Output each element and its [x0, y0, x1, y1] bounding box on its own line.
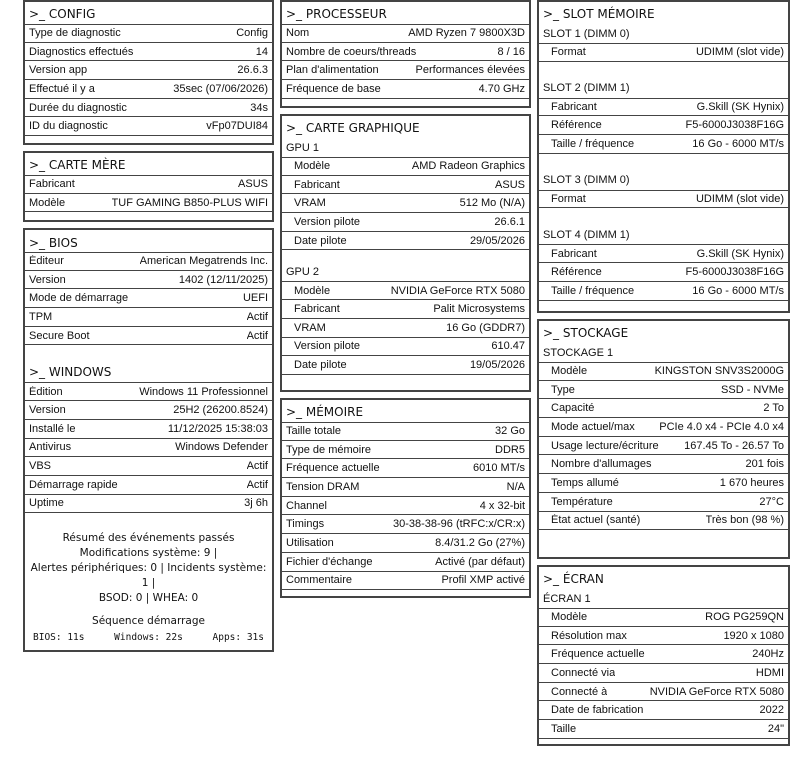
rows — [25, 252, 272, 345]
info-row — [539, 455, 788, 474]
row-value: 16 Go (GDDR7) — [446, 321, 525, 334]
row-value: Profil XMP activé — [441, 574, 525, 587]
cpu-panel — [280, 0, 531, 108]
events-line: BSOD: 0 | WHEA: 0 — [98, 592, 199, 605]
row-value: 35sec (07/06/2026) — [173, 82, 268, 95]
info-row — [282, 497, 529, 516]
row-value: ASUS — [238, 178, 268, 191]
row-value: 30-38-38-96 (tRFC:x/CR:x) — [392, 518, 525, 531]
row-label: Uptime — [29, 497, 64, 510]
info-row — [539, 362, 788, 381]
info-row — [539, 244, 788, 263]
memory-slots-panel — [537, 0, 790, 313]
info-row — [539, 418, 788, 437]
events-line: Modifications système: 9 | — [79, 547, 218, 560]
info-row — [539, 645, 788, 664]
info-row — [539, 512, 788, 531]
screen1-label: ÉCRAN 1 — [543, 592, 591, 605]
info-row — [539, 720, 788, 739]
spacer — [539, 62, 788, 79]
info-row — [539, 116, 788, 135]
row-label: Mode actuel/max — [551, 420, 635, 433]
motherboard-panel — [23, 151, 274, 222]
row-value: Windows 11 Professionnel — [139, 385, 268, 398]
gpu-panel — [280, 114, 531, 392]
row-value: 8 / 16 — [497, 45, 525, 58]
boot-sequence-title: Séquence démarrage — [92, 615, 205, 628]
rows — [282, 157, 529, 250]
row-label: Démarrage rapide — [29, 478, 118, 491]
row-value: 4 x 32-bit — [479, 499, 525, 512]
rows — [282, 422, 529, 590]
row-label: Format — [551, 46, 586, 59]
row-label: Durée du diagnostic — [29, 101, 127, 114]
info-row — [282, 194, 529, 213]
row-label: Fabricant — [551, 247, 597, 260]
info-row — [539, 135, 788, 154]
row-value: 19/05/2026 — [469, 359, 525, 372]
boot-apps: Apps: 31s — [212, 632, 264, 644]
row-value: NVIDIA GeForce RTX 5080 — [390, 284, 525, 297]
rows — [539, 244, 788, 300]
row-label: Taille — [551, 722, 577, 735]
row-value: F5-6000J3038F16G — [685, 119, 784, 132]
row-value: 29/05/2026 — [469, 234, 525, 247]
row-value: Palit Microsystems — [433, 302, 525, 315]
info-row — [25, 382, 272, 401]
info-row — [282, 80, 529, 99]
info-row — [282, 422, 529, 441]
info-row — [282, 459, 529, 478]
info-row — [539, 263, 788, 282]
row-value: AMD Radeon Graphics — [411, 160, 525, 173]
rows — [25, 382, 272, 513]
row-value: 167.45 To - 26.57 To — [684, 439, 784, 452]
info-row — [539, 493, 788, 512]
row-label: Connecté à — [551, 685, 608, 698]
row-value: DDR5 — [495, 443, 525, 456]
row-value: 1402 (12/11/2025) — [178, 273, 268, 286]
row-value: 16 Go - 6000 MT/s — [692, 137, 784, 150]
slot3-label: SLOT 3 (DIMM 0) — [543, 174, 630, 187]
info-row — [25, 24, 272, 43]
info-row — [25, 457, 272, 476]
row-label: Nombre d'allumages — [551, 458, 652, 471]
row-label: Taille totale — [286, 425, 342, 438]
row-label: Date de fabrication — [551, 704, 644, 717]
row-label: Version — [29, 273, 66, 286]
info-row — [539, 399, 788, 418]
row-label: Résolution max — [551, 629, 627, 642]
info-row — [539, 664, 788, 683]
row-label: Date pilote — [294, 359, 347, 372]
info-row — [282, 319, 529, 338]
row-value: Config — [236, 27, 268, 40]
rows — [539, 608, 788, 739]
info-row — [25, 194, 272, 213]
info-row — [25, 43, 272, 62]
rows — [539, 362, 788, 530]
info-row — [25, 439, 272, 458]
row-label: VBS — [29, 460, 52, 473]
row-label: Nom — [286, 27, 310, 40]
row-label: Fréquence de base — [286, 82, 381, 95]
info-row — [282, 478, 529, 497]
gpu2-label: GPU 2 — [286, 265, 320, 278]
row-value: ROG PG259QN — [705, 611, 784, 624]
info-row — [282, 43, 529, 62]
row-value: Actif — [246, 478, 268, 491]
row-value: 240Hz — [752, 648, 784, 661]
spacer — [539, 208, 788, 225]
info-row — [539, 474, 788, 493]
row-label: Taille / fréquence — [551, 137, 635, 150]
row-value: UEFI — [242, 292, 268, 305]
info-row — [25, 420, 272, 439]
panel-title: >_ CARTE GRAPHIQUE — [286, 121, 420, 135]
row-label: Modèle — [551, 365, 588, 378]
row-value: Actif — [246, 329, 268, 342]
row-label: Fabricant — [294, 302, 340, 315]
info-row — [539, 190, 788, 209]
row-value: HDMI — [755, 666, 784, 679]
spacer — [27, 606, 270, 614]
row-label: Version pilote — [294, 340, 361, 353]
row-value: vFp07DUI84 — [206, 120, 268, 133]
info-row — [25, 252, 272, 271]
row-label: Timings — [286, 518, 325, 531]
info-row — [539, 282, 788, 301]
row-value: ASUS — [495, 178, 525, 191]
rows — [539, 190, 788, 209]
row-label: Version — [29, 403, 66, 416]
rows — [539, 43, 788, 62]
spacer — [539, 154, 788, 171]
info-row — [539, 437, 788, 456]
info-row — [539, 98, 788, 117]
info-row — [25, 289, 272, 308]
row-label: Utilisation — [286, 536, 334, 549]
spacer — [282, 250, 529, 262]
spacer — [25, 513, 272, 531]
row-label: TPM — [29, 310, 53, 323]
info-row — [282, 213, 529, 232]
row-value: G.Skill (SK Hynix) — [696, 101, 784, 114]
panel-title: >_ STOCKAGE — [543, 326, 629, 340]
row-label: État actuel (santé) — [551, 514, 641, 527]
info-row — [282, 24, 529, 43]
row-value: AMD Ryzen 7 9800X3D — [408, 27, 525, 40]
row-value: 27°C — [759, 495, 784, 508]
row-label: VRAM — [294, 321, 326, 334]
row-value: SSD - NVMe — [721, 383, 784, 396]
row-value: 201 fois — [745, 458, 784, 471]
info-row — [282, 232, 529, 251]
row-value: UDIMM (slot vide) — [695, 193, 784, 206]
row-value: 34s — [250, 101, 268, 114]
row-label: Type de diagnostic — [29, 27, 121, 40]
row-label: Éditeur — [29, 255, 64, 268]
info-row — [282, 515, 529, 534]
row-value: Activé (par défaut) — [435, 555, 525, 568]
row-value: 16 Go - 6000 MT/s — [692, 284, 784, 297]
row-label: Usage lecture/écriture — [551, 439, 659, 452]
row-value: Performances élevées — [415, 64, 525, 77]
row-value: 14 — [255, 45, 268, 58]
row-value: 11/12/2025 15:38:03 — [167, 422, 268, 435]
rows — [282, 24, 529, 99]
gpu1-label: GPU 1 — [286, 141, 320, 154]
events-title: Résumé des événements passés — [62, 532, 235, 545]
row-label: Commentaire — [286, 574, 353, 587]
boot-sequence — [25, 632, 272, 643]
row-value: Actif — [246, 310, 268, 323]
boot-bios: BIOS: 11s — [33, 632, 85, 644]
info-row — [539, 608, 788, 627]
panel-title: >_ WINDOWS — [29, 365, 112, 380]
row-label: Fichier d'échange — [286, 555, 373, 568]
row-value: 610.47 — [491, 340, 525, 353]
info-row — [282, 338, 529, 357]
row-label: Capacité — [551, 402, 595, 415]
info-row — [25, 401, 272, 420]
rows — [25, 175, 272, 212]
row-label: Channel — [286, 499, 327, 512]
config-panel — [23, 0, 274, 145]
row-value: UDIMM (slot vide) — [695, 46, 784, 59]
row-label: Tension DRAM — [286, 480, 360, 493]
row-label: Effectué il y a — [29, 82, 95, 95]
row-label: Format — [551, 193, 586, 206]
row-label: Fabricant — [551, 101, 597, 114]
row-label: Modèle — [294, 284, 331, 297]
info-row — [539, 627, 788, 646]
rows — [25, 24, 272, 136]
row-value: 1920 x 1080 — [723, 629, 784, 642]
row-label: Référence — [551, 265, 602, 278]
row-value: 2022 — [759, 704, 784, 717]
boot-windows: Windows: 22s — [114, 632, 183, 644]
panel-title: >_ BIOS — [29, 236, 78, 250]
row-value: 8.4/31.2 Go (27%) — [435, 536, 525, 549]
info-row — [282, 157, 529, 176]
row-label: Fréquence actuelle — [551, 648, 645, 661]
row-label: Nombre de coeurs/threads — [286, 45, 417, 58]
row-label: Mode de démarrage — [29, 292, 129, 305]
row-label: Temps allumé — [551, 476, 619, 489]
row-label: Type de mémoire — [286, 443, 371, 456]
info-row — [25, 327, 272, 346]
row-label: Plan d'alimentation — [286, 64, 379, 77]
row-label: Date pilote — [294, 234, 347, 247]
row-value: American Megatrends Inc. — [139, 255, 268, 268]
row-value: TUF GAMING B850-PLUS WIFI — [111, 196, 268, 209]
row-label: Installé le — [29, 422, 76, 435]
row-label: VRAM — [294, 197, 326, 210]
info-row — [25, 117, 272, 136]
info-row — [282, 281, 529, 300]
row-label: Modèle — [551, 611, 588, 624]
info-row — [282, 176, 529, 195]
row-label: Fabricant — [29, 178, 75, 191]
memory-panel — [280, 398, 531, 598]
info-row — [539, 43, 788, 62]
info-row — [25, 99, 272, 118]
events-summary — [25, 531, 272, 629]
panel-title: >_ CARTE MÈRE — [29, 158, 126, 172]
info-row — [282, 572, 529, 591]
row-label: Fabricant — [294, 178, 340, 191]
rows — [282, 281, 529, 374]
screen-panel — [537, 565, 790, 746]
row-value: 25H2 (26200.8524) — [173, 403, 268, 416]
row-value: NVIDIA GeForce RTX 5080 — [649, 685, 784, 698]
row-label: Diagnostics effectués — [29, 45, 134, 58]
info-row — [282, 61, 529, 80]
info-row — [539, 381, 788, 400]
row-label: Édition — [29, 385, 63, 398]
panel-title: >_ SLOT MÉMOIRE — [543, 7, 655, 21]
row-label: Fréquence actuelle — [286, 462, 380, 475]
row-label: Taille / fréquence — [551, 284, 635, 297]
storage-panel — [537, 319, 790, 559]
info-row — [25, 80, 272, 99]
row-label: Version app — [29, 64, 88, 77]
row-value: 512 Mo (N/A) — [459, 197, 525, 210]
row-label: ID du diagnostic — [29, 120, 108, 133]
panel-title: >_ MÉMOIRE — [286, 405, 364, 419]
row-label: Version pilote — [294, 215, 361, 228]
row-value: 2 To — [763, 402, 784, 415]
row-value: N/A — [506, 480, 525, 493]
info-row — [25, 61, 272, 80]
row-label: Type — [551, 383, 575, 396]
row-value: 24" — [767, 722, 784, 735]
slot4-label: SLOT 4 (DIMM 1) — [543, 228, 630, 241]
row-label: Modèle — [294, 160, 331, 173]
info-row — [25, 175, 272, 194]
row-label: Secure Boot — [29, 329, 90, 342]
row-value: 6010 MT/s — [473, 462, 525, 475]
row-label: Température — [551, 495, 613, 508]
info-row — [282, 441, 529, 460]
row-label: Antivirus — [29, 441, 72, 454]
info-row — [25, 495, 272, 514]
info-row — [25, 476, 272, 495]
row-value: 4.70 GHz — [478, 82, 525, 95]
row-label: Référence — [551, 119, 602, 132]
rows — [539, 98, 788, 154]
row-value: KINGSTON SNV3S2000G — [654, 365, 784, 378]
row-value: 1 670 heures — [719, 476, 784, 489]
panel-title: >_ PROCESSEUR — [286, 7, 387, 21]
row-value: Actif — [246, 460, 268, 473]
row-value: 32 Go — [495, 425, 525, 438]
row-value: Très bon (98 %) — [705, 514, 784, 527]
row-value: PCIe 4.0 x4 - PCIe 4.0 x4 — [659, 420, 784, 433]
row-value: 26.6.1 — [494, 215, 525, 228]
panel-title: >_ ÉCRAN — [543, 572, 604, 586]
row-value: 3j 6h — [244, 497, 268, 510]
events-line: Alertes périphériques: 0 | Incidents système: 1 | — [30, 562, 267, 590]
spacer — [25, 345, 272, 360]
bios-windows-panel — [23, 228, 274, 652]
info-row — [282, 356, 529, 375]
row-value: 26.6.3 — [237, 64, 268, 77]
info-row — [282, 300, 529, 319]
slot2-label: SLOT 2 (DIMM 1) — [543, 82, 630, 95]
info-row — [282, 553, 529, 572]
info-row — [539, 701, 788, 720]
info-row — [539, 683, 788, 702]
row-value: Windows Defender — [175, 441, 268, 454]
slot1-label: SLOT 1 (DIMM 0) — [543, 27, 630, 40]
row-value: F5-6000J3038F16G — [685, 265, 784, 278]
disk1-label: STOCKAGE 1 — [543, 346, 614, 359]
row-label: Modèle — [29, 196, 66, 209]
panel-title: >_ CONFIG — [29, 7, 96, 21]
info-row — [25, 271, 272, 290]
row-label: Connecté via — [551, 666, 616, 679]
row-value: G.Skill (SK Hynix) — [696, 247, 784, 260]
info-row — [282, 534, 529, 553]
info-row — [25, 308, 272, 327]
